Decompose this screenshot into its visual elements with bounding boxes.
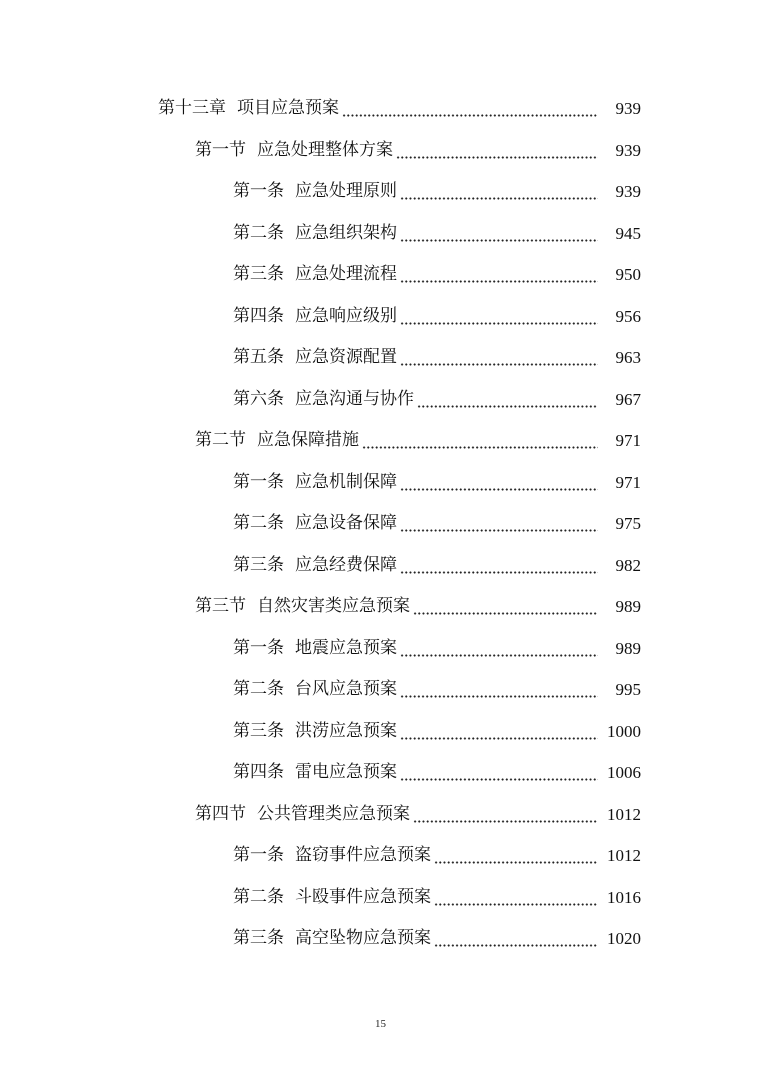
toc-dot-leader bbox=[400, 197, 598, 200]
toc-dot-leader bbox=[400, 322, 598, 325]
toc-entry-label: 第十三章 bbox=[158, 98, 226, 118]
toc-entry[interactable] bbox=[0, 462, 761, 504]
toc-entry-title: 应急组织架构 bbox=[295, 222, 397, 243]
toc-entry[interactable] bbox=[0, 794, 761, 836]
toc-entry-label: 第二条 bbox=[233, 222, 284, 243]
toc-entry-label: 第一条 bbox=[233, 471, 284, 492]
toc-entry-title: 应急机制保障 bbox=[295, 471, 397, 492]
toc-entry-page: 995 bbox=[615, 680, 641, 699]
toc-dot-leader bbox=[417, 405, 598, 408]
toc-dot-leader bbox=[400, 571, 598, 574]
toc-entry-label: 第六条 bbox=[233, 388, 284, 409]
toc-entry-label: 第五条 bbox=[233, 347, 284, 367]
toc-entry-title: 斗殴事件应急预案 bbox=[295, 886, 431, 907]
toc-entry-page: 1012 bbox=[607, 804, 641, 824]
toc-entry[interactable] bbox=[0, 752, 761, 794]
toc-entry-page: 939 bbox=[615, 140, 641, 160]
toc-entry-title: 应急保障措施 bbox=[257, 430, 359, 450]
toc-entry-page: 982 bbox=[615, 555, 641, 575]
toc-entry-page: 956 bbox=[615, 306, 641, 326]
toc-entry-label: 第三节 bbox=[195, 596, 246, 616]
toc-entry-title: 公共管理类应急预案 bbox=[257, 803, 410, 824]
toc-entry-title: 应急处理原则 bbox=[295, 181, 397, 201]
toc-entry-page: 1006 bbox=[607, 763, 641, 782]
toc-dot-leader bbox=[400, 778, 598, 781]
toc-dot-leader bbox=[400, 737, 598, 740]
toc-dot-leader bbox=[400, 654, 598, 657]
toc-entry-label: 第一条 bbox=[233, 845, 284, 865]
toc-entry-page: 975 bbox=[615, 514, 641, 533]
toc-entry-label: 第四条 bbox=[233, 762, 284, 782]
toc-entry-title: 雷电应急预案 bbox=[295, 762, 397, 782]
toc-entry-title: 应急响应级别 bbox=[295, 305, 397, 326]
toc-entry-page: 939 bbox=[615, 182, 641, 201]
toc-entry-label: 第二条 bbox=[233, 679, 284, 699]
toc-entry-label: 第二节 bbox=[195, 430, 246, 450]
toc-entry-page: 950 bbox=[615, 265, 641, 284]
toc-entry-label: 第一节 bbox=[195, 139, 246, 160]
toc-entry[interactable] bbox=[0, 337, 761, 379]
toc-entry-label: 第四条 bbox=[233, 305, 284, 326]
toc-dot-leader bbox=[342, 114, 598, 117]
toc-entry[interactable] bbox=[0, 586, 761, 628]
toc-entry-page: 989 bbox=[615, 597, 641, 616]
toc-entry-label: 第三条 bbox=[233, 720, 284, 741]
toc-entry-label: 第二条 bbox=[233, 513, 284, 533]
toc-entry[interactable] bbox=[0, 213, 761, 255]
toc-entry[interactable] bbox=[0, 130, 761, 172]
toc-entry-title: 应急资源配置 bbox=[295, 347, 397, 367]
toc-entry[interactable] bbox=[0, 711, 761, 753]
toc-entry[interactable] bbox=[0, 420, 761, 462]
toc-dot-leader bbox=[362, 446, 598, 449]
toc-entry-title: 自然灾害类应急预案 bbox=[257, 596, 410, 616]
toc-entry[interactable] bbox=[0, 296, 761, 338]
toc-entry-label: 第三条 bbox=[233, 554, 284, 575]
toc-entry-title: 项目应急预案 bbox=[237, 98, 339, 118]
toc-entry-title: 地震应急预案 bbox=[295, 637, 397, 658]
toc-dot-leader bbox=[400, 529, 598, 532]
toc-entry-title: 应急设备保障 bbox=[295, 513, 397, 533]
toc-dot-leader bbox=[413, 612, 598, 615]
toc-entry-title: 盗窃事件应急预案 bbox=[295, 845, 431, 865]
toc-dot-leader bbox=[400, 280, 598, 283]
toc-entry[interactable] bbox=[0, 835, 761, 877]
toc-dot-leader bbox=[434, 903, 598, 906]
toc-entry-label: 第一条 bbox=[233, 637, 284, 658]
toc-entry[interactable] bbox=[0, 379, 761, 421]
toc-dot-leader bbox=[400, 488, 598, 491]
toc-entry-title: 应急沟通与协作 bbox=[295, 388, 414, 409]
toc-entry[interactable] bbox=[0, 628, 761, 670]
toc-entry-label: 第二条 bbox=[233, 886, 284, 907]
toc-dot-leader bbox=[400, 363, 598, 366]
toc-entry-title: 应急处理整体方案 bbox=[257, 139, 393, 160]
table-of-contents bbox=[0, 88, 761, 960]
toc-entry-label: 第三条 bbox=[233, 264, 284, 284]
toc-entry-page: 939 bbox=[615, 99, 641, 118]
toc-entry-page: 967 bbox=[615, 389, 641, 409]
toc-entry-label: 第三条 bbox=[233, 928, 284, 948]
toc-entry-title: 应急处理流程 bbox=[295, 264, 397, 284]
toc-entry-page: 1012 bbox=[607, 846, 641, 865]
toc-dot-leader bbox=[400, 695, 598, 698]
toc-entry-title: 应急经费保障 bbox=[295, 554, 397, 575]
toc-entry-page: 945 bbox=[615, 223, 641, 243]
toc-entry-label: 第一条 bbox=[233, 181, 284, 201]
toc-entry[interactable] bbox=[0, 669, 761, 711]
page-number: 15 bbox=[375, 1018, 386, 1030]
toc-dot-leader bbox=[396, 156, 598, 159]
toc-entry-page: 989 bbox=[615, 638, 641, 658]
toc-entry[interactable] bbox=[0, 171, 761, 213]
toc-entry-page: 1000 bbox=[607, 721, 641, 741]
toc-entry[interactable] bbox=[0, 503, 761, 545]
toc-entry-page: 971 bbox=[615, 431, 641, 450]
toc-entry[interactable] bbox=[0, 918, 761, 960]
toc-entry-title: 高空坠物应急预案 bbox=[295, 928, 431, 948]
toc-entry[interactable] bbox=[0, 88, 761, 130]
toc-entry-label: 第四节 bbox=[195, 803, 246, 824]
toc-entry-page: 1016 bbox=[607, 887, 641, 907]
toc-dot-leader bbox=[413, 820, 598, 823]
toc-entry[interactable] bbox=[0, 254, 761, 296]
toc-entry-page: 1020 bbox=[607, 929, 641, 948]
toc-dot-leader bbox=[434, 861, 598, 864]
toc-entry-title: 洪涝应急预案 bbox=[295, 720, 397, 741]
toc-entry-page: 971 bbox=[615, 472, 641, 492]
toc-entry-title: 台风应急预案 bbox=[295, 679, 397, 699]
toc-dot-leader bbox=[434, 944, 598, 947]
toc-entry-page: 963 bbox=[615, 348, 641, 367]
toc-entry[interactable] bbox=[0, 545, 761, 587]
toc-entry[interactable] bbox=[0, 877, 761, 919]
toc-dot-leader bbox=[400, 239, 598, 242]
